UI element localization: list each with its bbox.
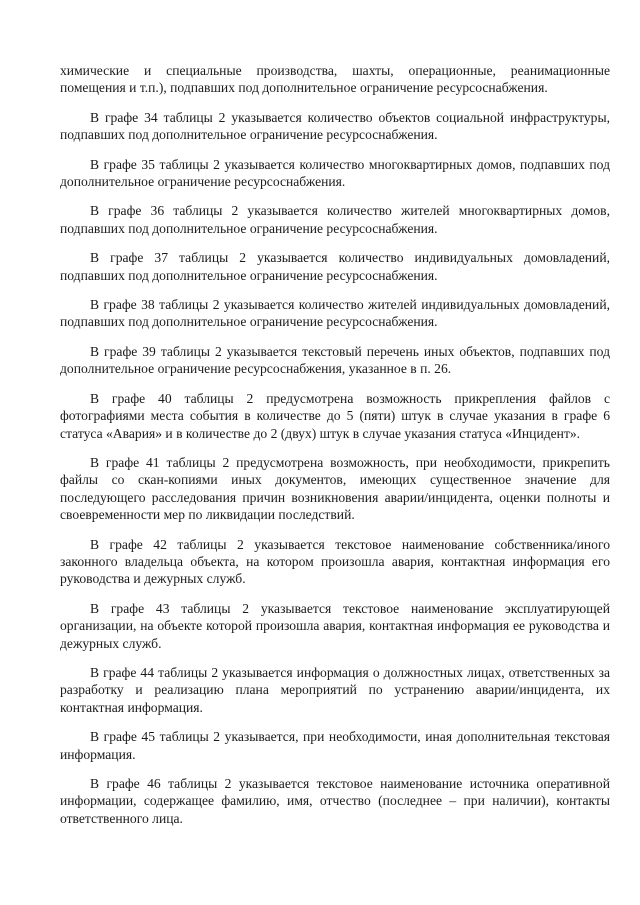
paragraph-column-40: В графе 40 таблицы 2 предусмотрена возможность прикрепления файлов с фотографиями места события в количестве до 5 (пяти) штук в случае указания в графе 6 статуса «Авария» и в количестве до 2 (двух) штук в случае указания статуса «Инцидент». <box>60 390 610 441</box>
paragraph-column-42: В графе 42 таблицы 2 указывается текстовое наименование собственника/иного законного владельца объекта, на котором произошла авария, контактная информация его руководства и дежурных служб. <box>60 536 610 587</box>
paragraph-column-46: В графе 46 таблицы 2 указывается текстовое наименование источника оперативной информации, содержащее фамилию, имя, отчество (последнее – при наличии), контакты ответственного лица. <box>60 776 610 826</box>
paragraph-column-45: В графе 45 таблицы 2 указывается, при необходимости, иная дополнительная текстовая информация. <box>60 729 610 762</box>
paragraph-column-43: В графе 43 таблицы 2 указывается текстовое наименование эксплуатирующей организации, на объекте которой произошла авария, контактная информация ее руководства и дежурных служб. <box>60 600 610 651</box>
paragraph-continued: химические и специальные производства, шахты, операционные, реанимационные помещения и т.п.), подпавших под дополнительное ограничение ресурсоснабжения. <box>60 63 610 96</box>
paragraph-column-35: В графе 35 таблицы 2 указывается количество многоквартирных домов, подпавших под дополнительное ограничение ресурсоснабжения. <box>60 156 610 190</box>
paragraph-column-41: В графе 41 таблицы 2 предусмотрена возможность, при необходимости, прикрепить файлы со скан-копиями иных документов, имеющих существенное значение для последующего расследования причин возникновения аварии/инцидента, оценки полноты и своевременности мер по ликвидации последствий. <box>60 454 610 523</box>
paragraph-column-39: В графе 39 таблицы 2 указывается текстовый перечень иных объектов, подпавших под дополнительное ограничение ресурсоснабжения, указанное в п. 26. <box>60 343 610 377</box>
paragraph-column-36: В графе 36 таблицы 2 указывается количество жителей многоквартирных домов, подпавших под дополнительное ограничение ресурсоснабжения. <box>60 203 610 236</box>
paragraph-column-44: В графе 44 таблицы 2 указывается информация о должностных лицах, ответственных за разработку и реализацию плана мероприятий по устранению аварии/инцидента, их контактная информация. <box>60 664 610 715</box>
document-page <box>60 62 610 839</box>
paragraph-column-38: В графе 38 таблицы 2 указывается количество жителей индивидуальных домовладений, подпавших под дополнительное ограничение ресурсоснабжения. <box>60 297 610 330</box>
paragraph-column-37: В графе 37 таблицы 2 указывается количество индивидуальных домовладений, подпавших под дополнительное ограничение ресурсоснабжения. <box>60 250 610 283</box>
paragraph-column-34: В графе 34 таблицы 2 указывается количество объектов социальной инфраструктуры, подпавших под дополнительное ограничение ресурсоснабжения. <box>60 109 610 143</box>
